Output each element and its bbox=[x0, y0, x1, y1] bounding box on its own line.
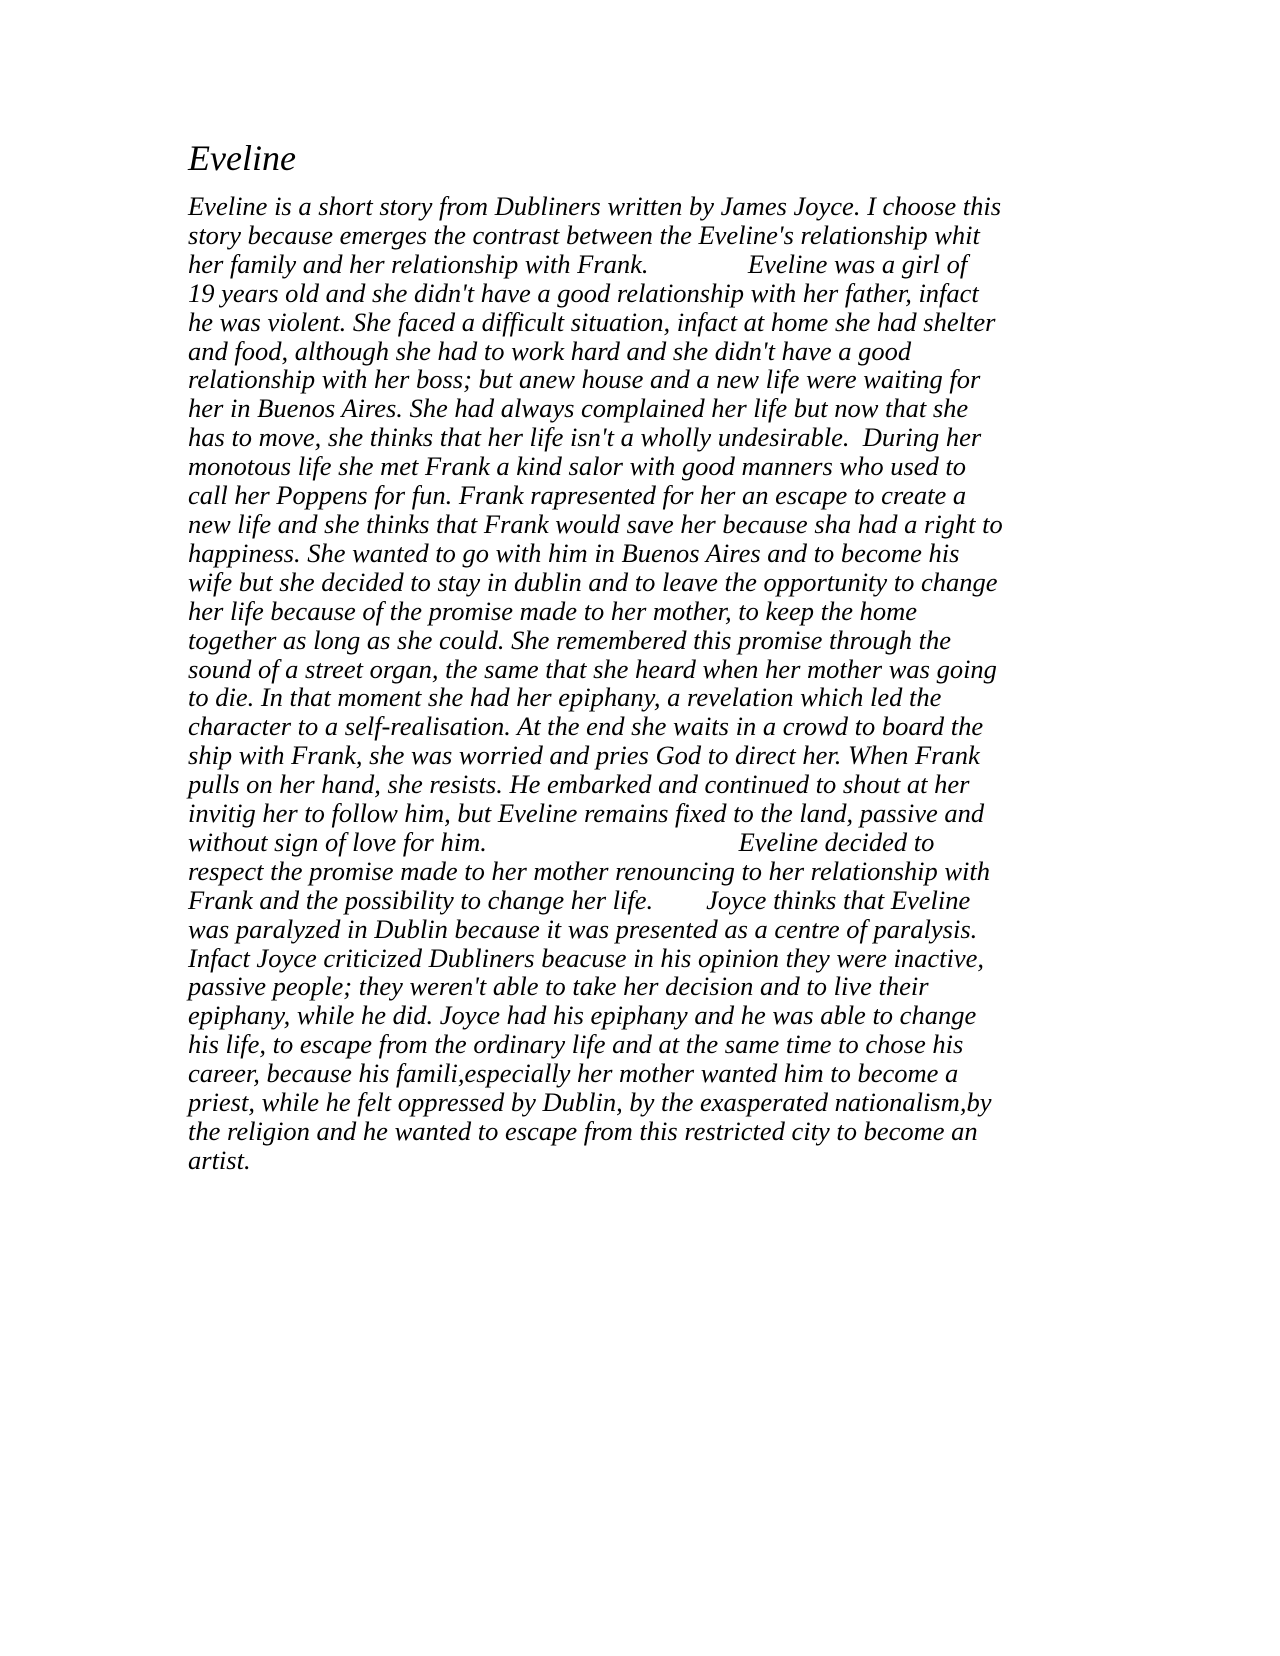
body-line: career, because his famili,especially her mother wanted him to become a bbox=[188, 1058, 959, 1089]
body-line: epiphany, while he did. Joyce had his epiphany and he was able to change bbox=[188, 1000, 977, 1031]
document-content bbox=[188, 136, 1093, 1175]
document-body bbox=[188, 192, 1093, 1175]
body-line: ship with Frank, she was worried and pries God to direct her. When Frank bbox=[188, 740, 980, 771]
body-line: pulls on her hand, she resists. He embarked and continued to shout at her bbox=[188, 769, 970, 800]
body-line: happiness. She wanted to go with him in Buenos Aires and to become his bbox=[188, 537, 960, 568]
body-line: her life because of the promise made to her mother, to keep the home bbox=[188, 595, 918, 626]
body-line: her family and her relationship with Frank. Eveline was a girl of bbox=[188, 248, 968, 279]
body-line: monotous life she met Frank a kind salor with good manners who used to bbox=[188, 451, 967, 482]
body-line: sound of a street organ, the same that she heard when her mother was going bbox=[188, 653, 997, 684]
body-line: Infact Joyce criticized Dubliners beacuse in his opinion they were inactive, bbox=[188, 942, 984, 973]
body-line: to die. In that moment she had her epiphany, a revelation which led the bbox=[188, 682, 942, 713]
body-line: story because emerges the contrast between the Eveline's relationship whit bbox=[188, 219, 980, 250]
body-line: he was violent. She faced a difficult situation, infact at home she had shelter bbox=[188, 306, 996, 337]
body-line: has to move, she thinks that her life isn't a wholly undesirable. During her bbox=[188, 422, 982, 453]
body-line: Frank and the possibility to change her life. Joyce thinks that Eveline bbox=[188, 884, 971, 915]
body-line: respect the promise made to her mother renouncing to her relationship with bbox=[188, 855, 991, 886]
body-line: the religion and he wanted to escape from this restricted city to become an bbox=[188, 1116, 978, 1146]
body-line: Eveline is a short story from Dubliners written by James Joyce. I choose this bbox=[188, 191, 1002, 221]
body-line: relationship with her boss; but anew house and a new life were waiting for bbox=[188, 364, 981, 395]
body-line: together as long as she could. She remembered this promise through the bbox=[188, 624, 952, 655]
body-line: priest, while he felt oppressed by Dublin, by the exasperated nationalism,by bbox=[188, 1087, 992, 1118]
body-line: invitig her to follow him, but Eveline remains fixed to the land, passive and bbox=[188, 798, 985, 829]
body-line: her in Buenos Aires. She had always complained her life but now that she bbox=[188, 393, 969, 424]
body-line: without sign of love for him. Eveline decided to bbox=[188, 826, 935, 857]
document-title: Eveline bbox=[188, 138, 296, 178]
body-line: 19 years old and she didn't have a good relationship with her father, infact bbox=[188, 277, 979, 308]
body-line: artist. bbox=[188, 1144, 251, 1175]
body-line: passive people; they weren't able to take her decision and to live their bbox=[188, 971, 929, 1002]
body-line: new life and she thinks that Frank would save her because sha had a right to bbox=[188, 508, 1003, 539]
body-line: call her Poppens for fun. Frank rapresented for her an escape to create a bbox=[188, 480, 967, 511]
body-line: his life, to escape from the ordinary life and at the same time to chose his bbox=[188, 1029, 964, 1060]
body-line: was paralyzed in Dublin because it was presented as a centre of paralysis. bbox=[188, 913, 978, 944]
body-line: and food, although she had to work hard and she didn't have a good bbox=[188, 335, 912, 366]
body-line: character to a self-realisation. At the end she waits in a crowd to board the bbox=[188, 711, 984, 742]
body-line: wife but she decided to stay in dublin and to leave the opportunity to change bbox=[188, 566, 998, 597]
